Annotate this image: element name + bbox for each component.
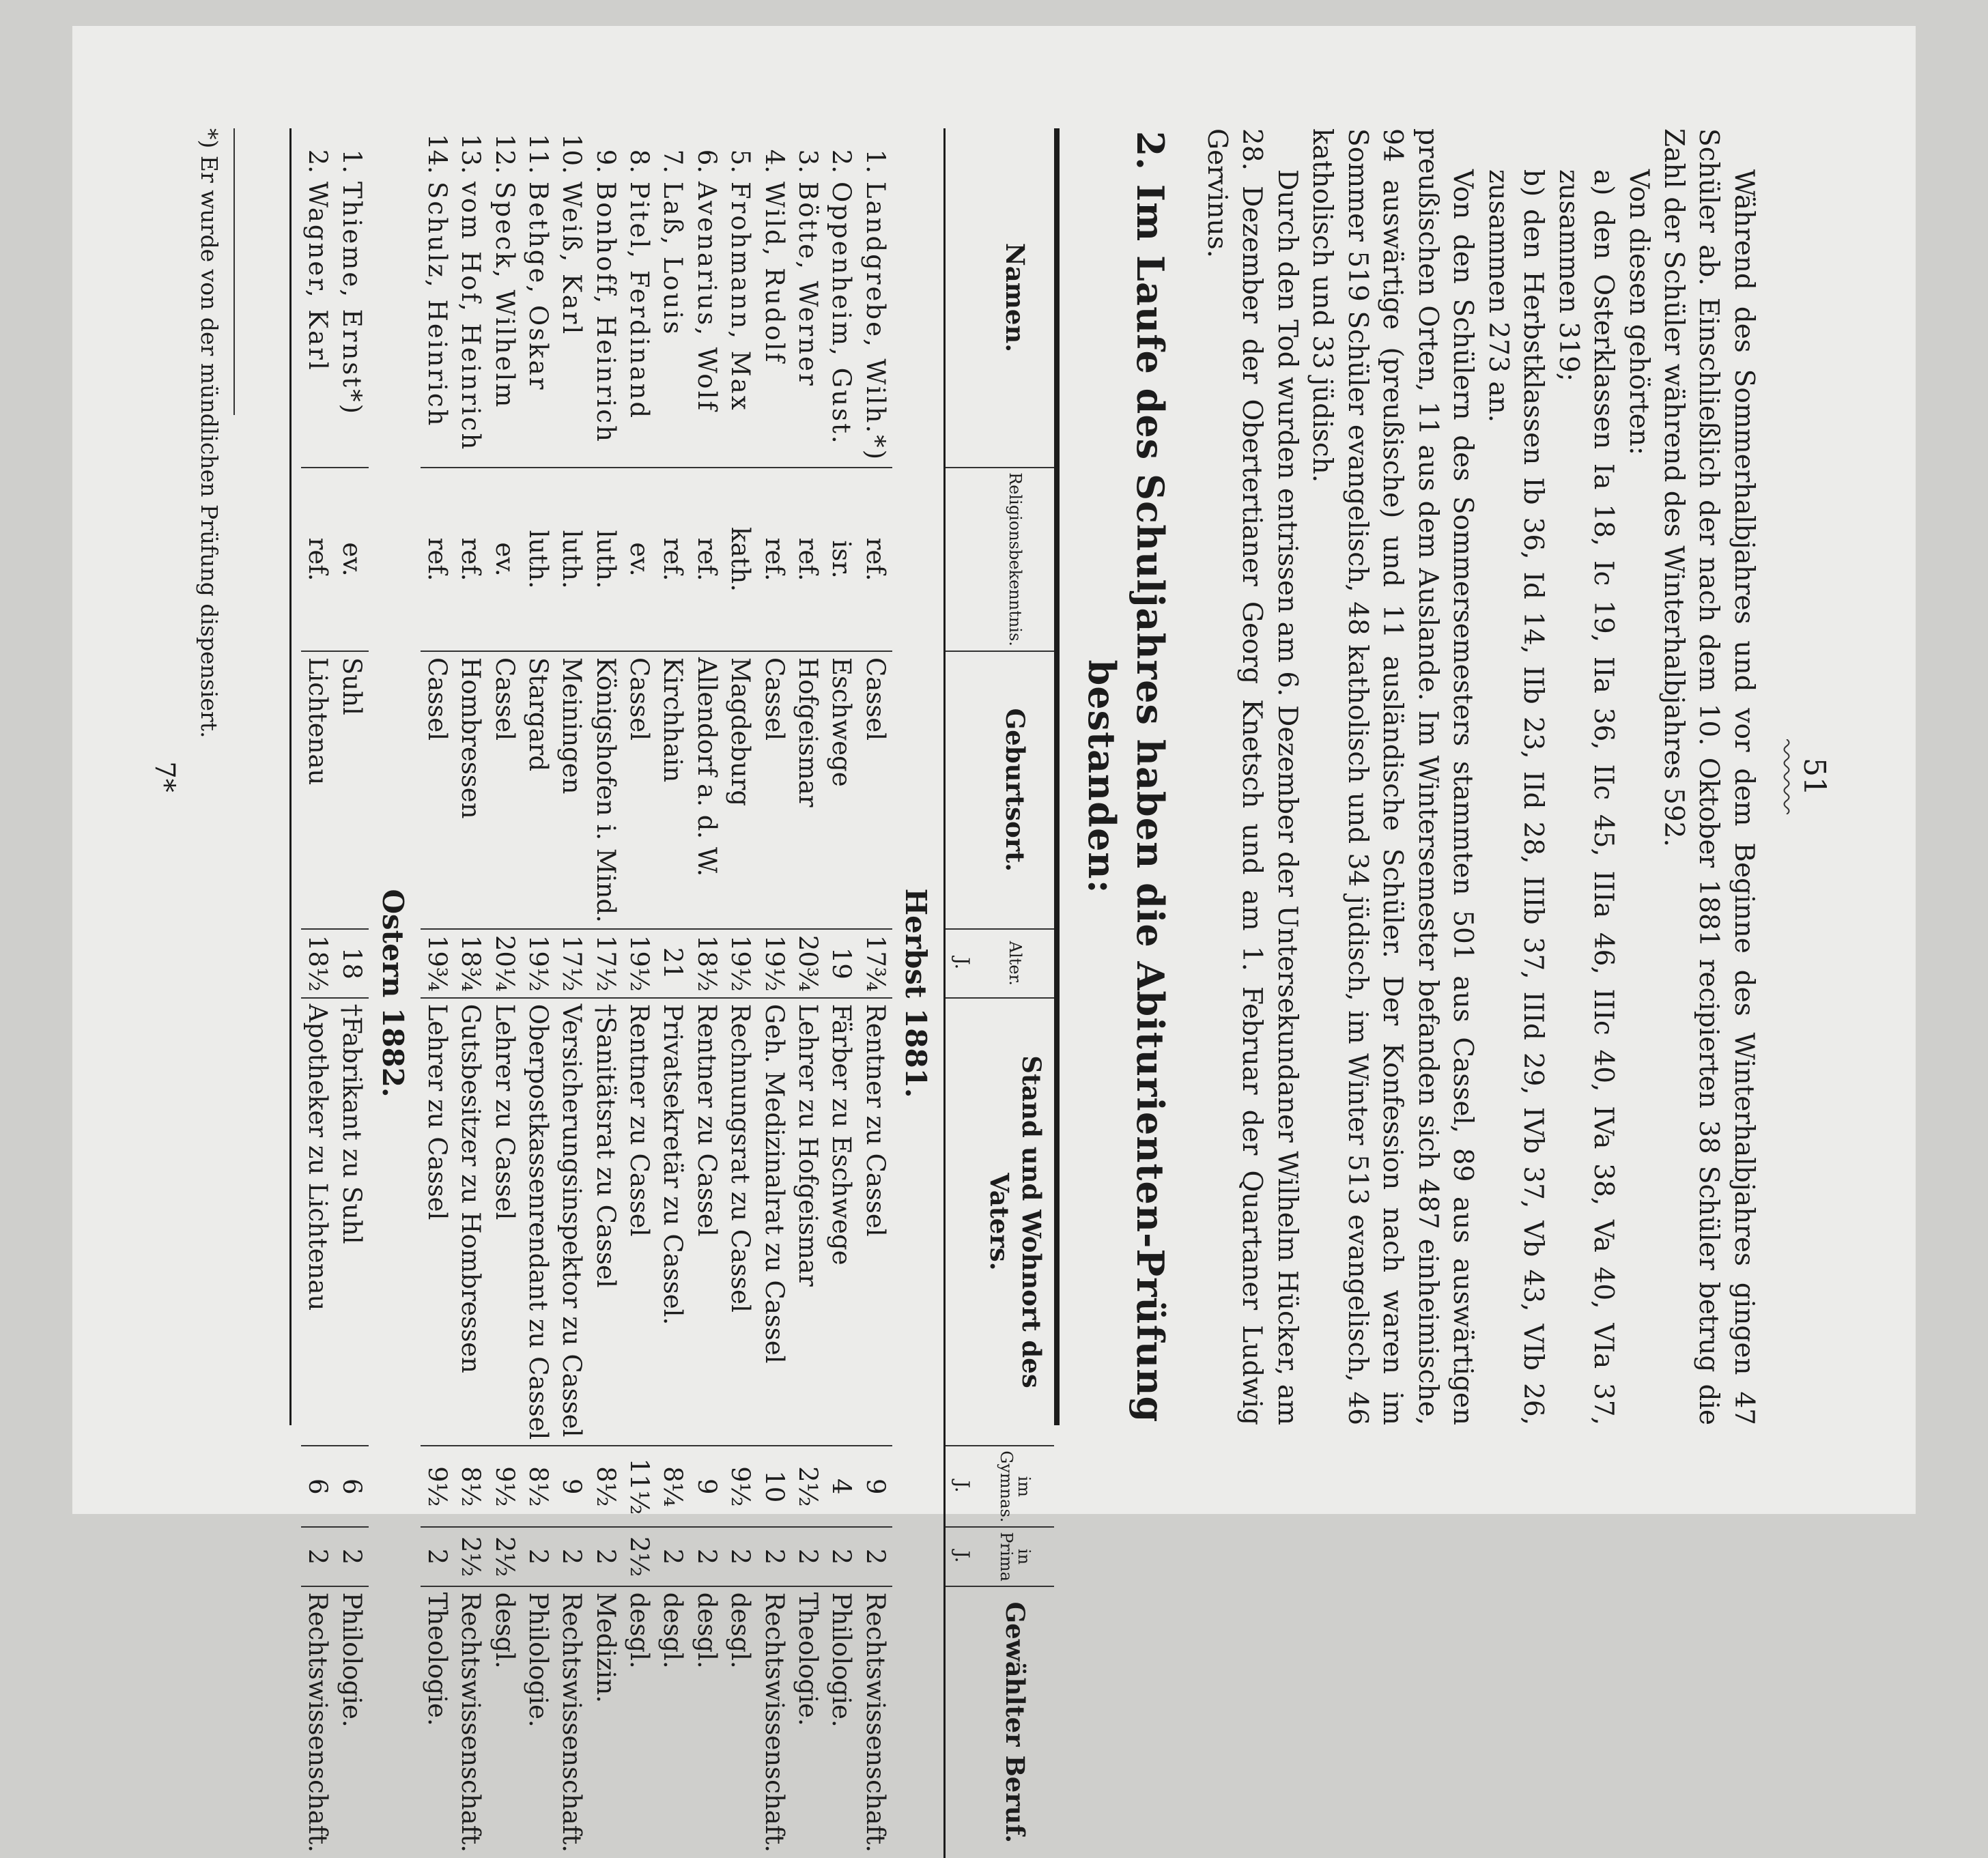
cell-name-text: vom Hof, Heinrich	[456, 182, 486, 452]
cell-name	[858, 128, 892, 468]
paragraph-easter-classes: a) den Osterklassen Ia 18, Ic 19, IIa 36, IIc 45, IIIa 46, IIIc 40, IVa 38, Va 40, VIa 37, zusammen 319;	[1552, 169, 1619, 1425]
cell-number: 14.	[422, 134, 452, 174]
cell-prima: 2	[858, 1527, 892, 1586]
cell-name-text: Thieme, Ernst*)	[337, 182, 367, 416]
cell-birthplace: Hombressen	[454, 651, 487, 929]
cell-age: 19½	[724, 929, 757, 998]
cell-prima: 2	[301, 1527, 335, 1586]
paragraph-departures: Während des Sommerhalbjahres und vor dem Beginne des Winterhalbjahres gingen 47 Schüler ab. Einschließlich der nach dem 10. Oktober 1881 recipierten 38 Schüler betrug die Zahl der Schüler während des Winterhalbjahres 592.	[1658, 128, 1759, 1425]
cell-father: Privatsekretär zu Cassel.	[656, 998, 690, 1446]
cell-name-text: Schulz, Heinrich	[422, 182, 452, 428]
cell-age: 19½	[522, 929, 555, 998]
cell-gym: 8½	[588, 1446, 622, 1527]
document-page	[72, 26, 1916, 1853]
signature-mark: 7*	[148, 761, 180, 792]
cell-name	[791, 128, 825, 468]
table-row	[335, 128, 368, 1858]
cell-religion: luth.	[555, 468, 588, 651]
cell-age: 18	[335, 929, 368, 998]
cell-birthplace: Suhl	[335, 651, 368, 929]
cell-age: 18¾	[454, 929, 487, 998]
cell-gym: 8¼	[656, 1446, 690, 1527]
cell-prima: 2	[421, 1527, 454, 1586]
cell-religion: luth.	[522, 468, 555, 651]
table-row	[623, 128, 656, 1858]
cell-career: Philologie.	[522, 1586, 555, 1858]
cell-gym: 9	[690, 1446, 723, 1527]
section-title-row	[369, 128, 421, 1858]
cell-birthplace: Cassel	[487, 651, 521, 929]
cell-father: †Fabrikant zu Suhl	[335, 998, 368, 1446]
table-header-row	[976, 128, 1054, 1858]
cell-religion: ref.	[421, 468, 454, 651]
cell-age: 20¼	[487, 929, 521, 998]
cell-name	[588, 128, 622, 468]
decorative-squiggle-icon	[1782, 739, 1791, 814]
cell-number: 4.	[759, 149, 789, 173]
table-row	[825, 128, 858, 1858]
paragraph-origin-confession: Von den Schülern des Sommersemesters stammten 501 aus Cassel, 89 aus auswärtigen preußischen Orten, 11 aus dem Auslande. Im Wintersemester befanden sich 487 einheimische, 94 auswärtige (preußische) und 11 ausländische Schüler. Der Konfession nach waren im Sommer 519 Schüler evangelisch, 48 katholisch und 34 jüdisch, im Winter 513 evangelisch, 46 katholisch und 33 jüdisch.	[1307, 128, 1479, 1425]
cell-age: 18½	[690, 929, 723, 998]
footnote: *) Er wurde von der mündlichen Prüfung dispensiert.	[196, 128, 223, 739]
cell-number: 10.	[557, 134, 587, 174]
header-prima: in Prima	[976, 1527, 1054, 1586]
cell-religion: ref.	[757, 468, 791, 651]
cell-name-text: Avenarius, Wolf	[692, 182, 722, 413]
cell-name	[690, 128, 723, 468]
cell-father: Lehrer zu Cassel	[421, 998, 454, 1446]
cell-name	[421, 128, 454, 468]
cell-religion: kath.	[724, 468, 757, 651]
cell-name	[522, 128, 555, 468]
cell-name-text: Pitel, Ferdinand	[625, 182, 655, 420]
cell-name	[555, 128, 588, 468]
cell-birthplace: Magdeburg	[724, 651, 757, 929]
cell-birthplace: Allendorf a. d. W.	[690, 651, 723, 929]
cell-career: desgl.	[656, 1586, 690, 1858]
table-row	[555, 128, 588, 1858]
cell-career: Rechtswissenschaft.	[757, 1586, 791, 1858]
cell-prima: 2	[724, 1527, 757, 1586]
cell-career: desgl.	[724, 1586, 757, 1858]
cell-number: 11.	[524, 134, 553, 174]
cell-prima: 2	[588, 1527, 622, 1586]
cell-prima: 2	[555, 1527, 588, 1586]
cell-religion: ref.	[454, 468, 487, 651]
cell-name-text: Landgrebe, Wilh.*)	[860, 182, 890, 462]
cell-career: Theologie.	[791, 1586, 825, 1858]
cell-gym: 9½	[487, 1446, 521, 1527]
cell-name	[487, 128, 521, 468]
paragraph-deaths: Durch den Tod wurden entrissen am 6. Dezember der Untersekundaner Wilhelm Hücker, am 28. Dezember der Obertertianer Georg Knetsch und am 1. Februar der Quartaner Ludwig Gervinus.	[1201, 128, 1303, 1425]
cell-name	[454, 128, 487, 468]
cell-name	[724, 128, 757, 468]
cell-number: 5.	[726, 149, 756, 173]
cell-gym: 9	[555, 1446, 588, 1527]
cell-age: 17½	[555, 929, 588, 998]
cell-gym: 8½	[522, 1446, 555, 1527]
table-row	[487, 128, 521, 1858]
cell-name	[301, 128, 335, 468]
cell-career: Rechtswissenschaft.	[555, 1586, 588, 1858]
cell-religion: ref.	[791, 468, 825, 651]
cell-name	[335, 128, 368, 468]
cell-age: 19½	[757, 929, 791, 998]
cell-name-text: Wild, Rudolf	[759, 182, 789, 365]
cell-prima: 2	[825, 1527, 858, 1586]
section-title: Ostern 1882.	[375, 889, 410, 1098]
cell-father: Gutsbesitzer zu Hombressen	[454, 998, 487, 1446]
cell-birthplace: Königshofen i. Mind.	[588, 651, 622, 929]
cell-religion: ref.	[858, 468, 892, 651]
cell-father: Oberpostkassenrendant zu Cassel	[522, 998, 555, 1446]
cell-name-text: Laß, Louis	[658, 182, 688, 337]
cell-age: 19¾	[421, 929, 454, 998]
cell-religion: ref.	[656, 468, 690, 651]
cell-age: 19½	[623, 929, 656, 998]
cell-birthplace: Cassel	[757, 651, 791, 929]
cell-number: 3.	[793, 149, 823, 173]
cell-religion: luth.	[588, 468, 622, 651]
cell-birthplace: Lichtenau	[301, 651, 335, 929]
table-row	[301, 128, 335, 1858]
cell-number: 2.	[303, 149, 333, 173]
cell-gym: 11½	[623, 1446, 656, 1527]
cell-religion: ref.	[301, 468, 335, 651]
table-bottom-rule	[289, 128, 292, 1425]
cell-gym: 9½	[724, 1446, 757, 1527]
footnote-rule	[233, 128, 235, 415]
section-heading: 2. Im Laufe des Schuljahres haben die Abiturienten-Prüfung bestanden:	[1080, 130, 1173, 1423]
cell-birthplace: Cassel	[858, 651, 892, 929]
cell-career: Theologie.	[421, 1586, 454, 1858]
cell-number: 12.	[489, 134, 520, 174]
cell-religion: isr.	[825, 468, 858, 651]
cell-gym: 8½	[454, 1446, 487, 1527]
table-row	[757, 128, 791, 1858]
cell-gym: 9½	[421, 1446, 454, 1527]
cell-career: desgl.	[690, 1586, 723, 1858]
section-title-row	[892, 128, 945, 1858]
cell-father: Rechnungsrat zu Cassel	[724, 998, 757, 1446]
cell-prima: 2	[791, 1527, 825, 1586]
unit-prima: J.	[945, 1527, 976, 1586]
cell-number: 1.	[860, 149, 890, 173]
cell-father: Rentner zu Cassel	[623, 998, 656, 1446]
cell-career: desgl.	[623, 1586, 656, 1858]
table-body	[301, 128, 945, 1858]
paragraph-of-these: Von diesen gehörten:	[1623, 169, 1654, 456]
cell-age: 18½	[301, 929, 335, 998]
cell-prima: 2½	[454, 1527, 487, 1586]
cell-name	[656, 128, 690, 468]
cell-birthplace: Meiningen	[555, 651, 588, 929]
cell-career: Rechtswissenschaft.	[301, 1586, 335, 1858]
cell-career: desgl.	[487, 1586, 521, 1858]
cell-birthplace: Eschwege	[825, 651, 858, 929]
table-row	[588, 128, 622, 1858]
cell-career: Rechtswissenschaft.	[454, 1586, 487, 1858]
cell-prima: 2	[690, 1527, 723, 1586]
unit-age: J.	[945, 929, 976, 998]
header-gym: im Gymnas.	[976, 1446, 1054, 1527]
cell-birthplace: Kirchhain	[656, 651, 690, 929]
unit-gym: J.	[945, 1446, 976, 1527]
cell-religion: ev.	[623, 468, 656, 651]
cell-father: †Sanitätsrat zu Cassel	[588, 998, 622, 1446]
cell-religion: ref.	[690, 468, 723, 651]
cell-number: 6.	[692, 149, 722, 173]
cell-number: 9.	[591, 149, 621, 173]
header-age: Alter.	[976, 929, 1054, 998]
cell-career: Philologie.	[825, 1586, 858, 1858]
cell-father: Apotheker zu Lichtenau	[301, 998, 335, 1446]
paragraph-autumn-classes: b) den Herbstklassen Ib 36, Id 14, IIb 23, IId 28, IIIb 37, IIId 29, IVb 37, Vb 43, VIb 26, zusammen 273 an.	[1482, 169, 1549, 1425]
cell-religion: ev.	[487, 468, 521, 651]
header-birthplace: Geburtsort.	[976, 651, 1054, 929]
cell-gym: 9	[858, 1446, 892, 1527]
table-top-rule	[1054, 128, 1060, 1425]
cell-gym: 4	[825, 1446, 858, 1527]
cell-father: Rentner zu Cassel	[690, 998, 723, 1446]
cell-name-text: Weiß, Karl	[557, 182, 587, 337]
cell-birthplace: Cassel	[623, 651, 656, 929]
cell-birthplace: Hofgeismar	[791, 651, 825, 929]
table-row	[858, 128, 892, 1858]
cell-age: 20¾	[791, 929, 825, 998]
table-row	[791, 128, 825, 1858]
cell-prima: 2½	[487, 1527, 521, 1586]
cell-career: Medizin.	[588, 1586, 622, 1858]
cell-name-text: Frohmann, Max	[726, 182, 756, 412]
cell-father: Lehrer zu Cassel	[487, 998, 521, 1446]
table-unit-row	[945, 128, 976, 1858]
cell-career: Rechtswissenschaft.	[858, 1586, 892, 1858]
abiturienten-table	[301, 128, 1054, 1858]
cell-number: 13.	[456, 134, 486, 174]
cell-father: Geh. Medizinalrat zu Cassel	[757, 998, 791, 1446]
cell-number: 2.	[827, 149, 857, 173]
header-career: Gewählter Beruf.	[976, 1586, 1054, 1858]
cell-name	[825, 128, 858, 468]
cell-name-text: Bethge, Oskar	[524, 182, 553, 392]
table-row	[522, 128, 555, 1858]
cell-number: 7.	[658, 149, 688, 173]
cell-gym: 2½	[791, 1446, 825, 1527]
cell-prima: 2	[335, 1527, 368, 1586]
cell-prima: 2	[522, 1527, 555, 1586]
cell-gym: 6	[301, 1446, 335, 1527]
cell-name	[757, 128, 791, 468]
cell-gym: 10	[757, 1446, 791, 1527]
table-row	[421, 128, 454, 1858]
cell-prima: 2½	[623, 1527, 656, 1586]
table-row	[724, 128, 757, 1858]
cell-age: 21	[656, 929, 690, 998]
cell-number: 8.	[625, 149, 655, 173]
cell-prima: 2	[656, 1527, 690, 1586]
cell-age: 17¾	[858, 929, 892, 998]
cell-name-text: Wagner, Karl	[303, 182, 333, 372]
header-name: Namen.	[1000, 242, 1031, 353]
cell-name-text: Oppenheim, Gust.	[827, 182, 857, 446]
cell-father: Färber zu Eschwege	[825, 998, 858, 1446]
section-title: Herbst 1881.	[899, 888, 933, 1098]
cell-father: Rentner zu Cassel	[858, 998, 892, 1446]
page-number: 51	[1797, 758, 1832, 796]
cell-name-text: Bötte, Werner	[793, 182, 823, 388]
cell-name-text: Bonhoff, Heinrich	[591, 182, 621, 444]
cell-number: 1.	[337, 149, 367, 173]
cell-father: Versicherungsinspektor zu Cassel	[555, 998, 588, 1446]
cell-father: Lehrer zu Hofgeismar	[791, 998, 825, 1446]
table-row	[656, 128, 690, 1858]
cell-age: 17½	[588, 929, 622, 998]
cell-name	[623, 128, 656, 468]
table-row	[690, 128, 723, 1858]
cell-career: Philologie.	[335, 1586, 368, 1858]
table-row	[454, 128, 487, 1858]
cell-gym: 6	[335, 1446, 368, 1527]
cell-religion: ev.	[335, 468, 368, 651]
cell-birthplace: Stargard	[522, 651, 555, 929]
cell-birthplace: Cassel	[421, 651, 454, 929]
cell-prima: 2	[757, 1527, 791, 1586]
cell-name-text: Speck, Wilhelm	[489, 182, 520, 410]
cell-age: 19	[825, 929, 858, 998]
header-religion: Religionsbekenntnis.	[976, 468, 1054, 651]
header-father: Stand und Wohnort des Vaters.	[976, 998, 1054, 1446]
